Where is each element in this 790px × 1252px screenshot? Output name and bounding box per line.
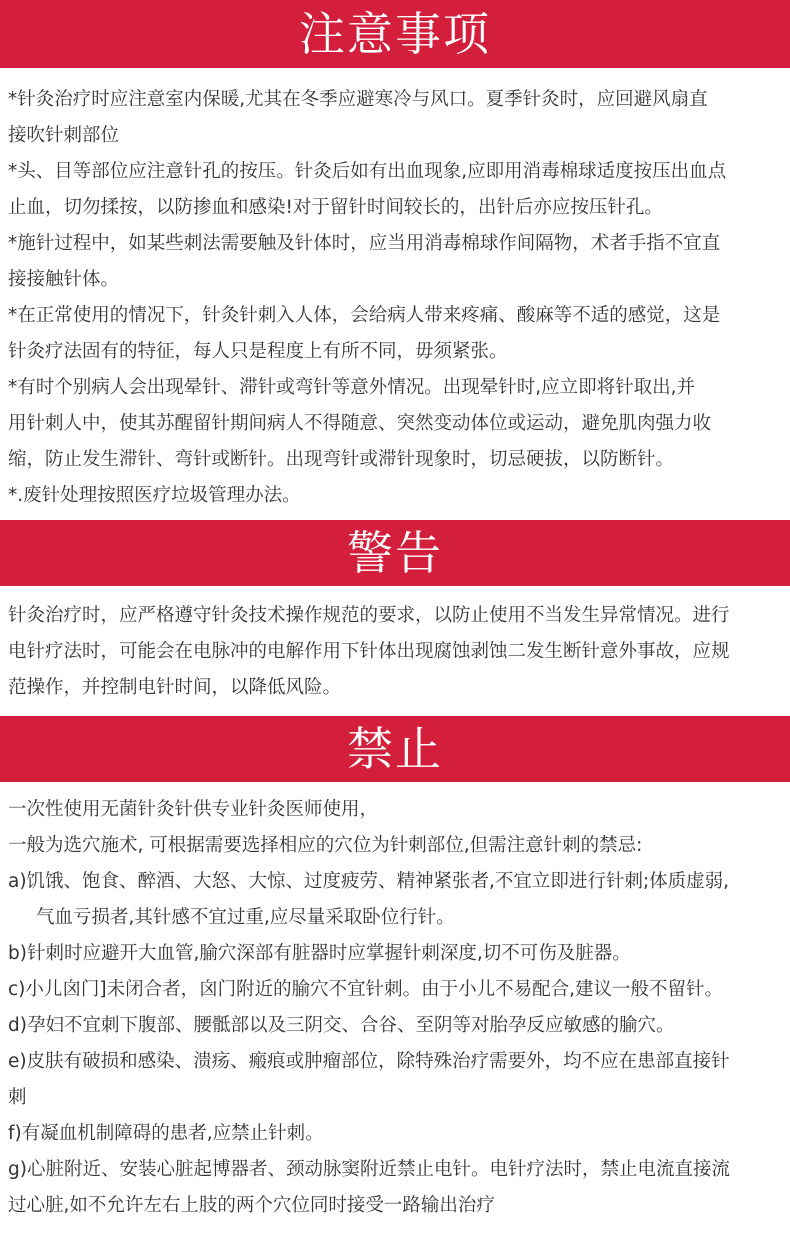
notes-line: 接接触针体。 bbox=[8, 269, 120, 290]
prohibited-line: 刺 bbox=[8, 1087, 27, 1108]
warning-title: 警告 bbox=[347, 526, 443, 580]
notes-line: *有时个别病人会出现晕针、滞针或弯针等意外情况。出现晕针时,应立即将针取出,并 bbox=[8, 377, 696, 398]
notes-title: 注意事项 bbox=[299, 7, 491, 61]
notes-line: 接吹针刺部位 bbox=[8, 125, 120, 146]
prohibited-line: f)有凝血机制障碍的患者,应禁止针刺。 bbox=[8, 1123, 324, 1144]
notes-header-band bbox=[0, 0, 790, 68]
notes-line: *施针过程中，如某些刺法需要触及针体时，应当用消毒棉球作间隔物，术者手指不宜直 bbox=[8, 233, 721, 254]
prohibited-line: c)小儿囟门]未闭合者，囟门附近的腧穴不宜针刺。由于小儿不易配合,建议一般不留针。 bbox=[8, 979, 723, 1000]
prohibited-line: b)针刺时应避开大血管,腧穴深部有脏器时应掌握针刺深度,切不可伤及脏器。 bbox=[8, 943, 631, 964]
notes-line: 止血，切勿揉按，以防掺血和感染!对于留针时间较长的，出针后亦应按压针孔。 bbox=[8, 197, 663, 218]
prohibited-line: e)皮肤有破损和感染、溃疡、瘢痕或肿瘤部位，除特殊治疗需要外，均不应在患部直接针 bbox=[8, 1051, 730, 1072]
notes-section bbox=[0, 68, 790, 514]
warning-header-band bbox=[0, 520, 790, 586]
prohibited-title: 禁止 bbox=[347, 722, 443, 776]
warning-line: 范操作，并控制电针时间，以降低风险。 bbox=[8, 677, 342, 698]
prohibited-line: 一次性使用无菌针灸针供专业针灸医师使用， bbox=[8, 799, 379, 820]
prohibited-header-band bbox=[0, 716, 790, 782]
prohibited-section bbox=[0, 782, 790, 1224]
notes-line: 用针刺人中，使其苏醒留针期间病人不得随意、突然变动体位或运动，避免肌肉强力收 bbox=[8, 413, 712, 434]
prohibited-line: 气血亏损者,其针感不宜过重,应尽量采取卧位行针。 bbox=[36, 907, 455, 928]
prohibited-line: 一般为选穴施术, 可根据需要选择相应的穴位为针刺部位,但需注意针刺的禁忌: bbox=[8, 835, 643, 856]
notes-line: *针灸治疗时应注意室内保暖,尤其在冬季应避寒冷与风口。夏季针灸时，应回避风扇直 bbox=[8, 89, 708, 110]
notes-line: 缩，防止发生滞针、弯针或断针。出现弯针或滞针现象时，切忌硬拔，以防断针。 bbox=[8, 449, 675, 470]
prohibited-line: d)孕妇不宜刺下腹部、腰骶部以及三阴交、合谷、至阴等对胎孕反应敏感的腧穴。 bbox=[8, 1015, 675, 1036]
notes-line: 针灸疗法固有的特征，每人只是程度上有所不同，毋须紧张。 bbox=[8, 341, 508, 362]
warning-line: 针灸治疗时，应严格遵守针灸技术操作规范的要求，以防止使用不当发生异常情况。进行 bbox=[8, 605, 730, 626]
warning-section bbox=[0, 586, 790, 706]
notes-line: *在正常使用的情况下，针灸针刺入人体，会给病人带来疼痛、酸麻等不适的感觉，这是 bbox=[8, 305, 721, 326]
notes-line: *.废针处理按照医疗垃圾管理办法。 bbox=[8, 485, 301, 506]
notes-line: *头、目等部位应注意针孔的按压。针灸后如有出血现象,应即用消毒棉球适度按压出血点 bbox=[8, 161, 727, 182]
prohibited-line: g)心脏附近、安装心脏起博器者、颈动脉窦附近禁止电针。电针疗法时，禁止电流直接流 bbox=[8, 1159, 730, 1180]
warning-line: 电针疗法时，可能会在电脉冲的电解作用下针体出现腐蚀剥蚀二发生断针意外事故，应规 bbox=[8, 641, 730, 662]
prohibited-line: 过心脏,如不允许左右上肢的两个穴位同时接受一路输出治疗 bbox=[8, 1195, 495, 1216]
prohibited-line: a)饥饿、饱食、醉酒、大怒、大惊、过度疲劳、精神紧张者,不宜立即进行针刺;体质虚弱, bbox=[8, 871, 730, 892]
